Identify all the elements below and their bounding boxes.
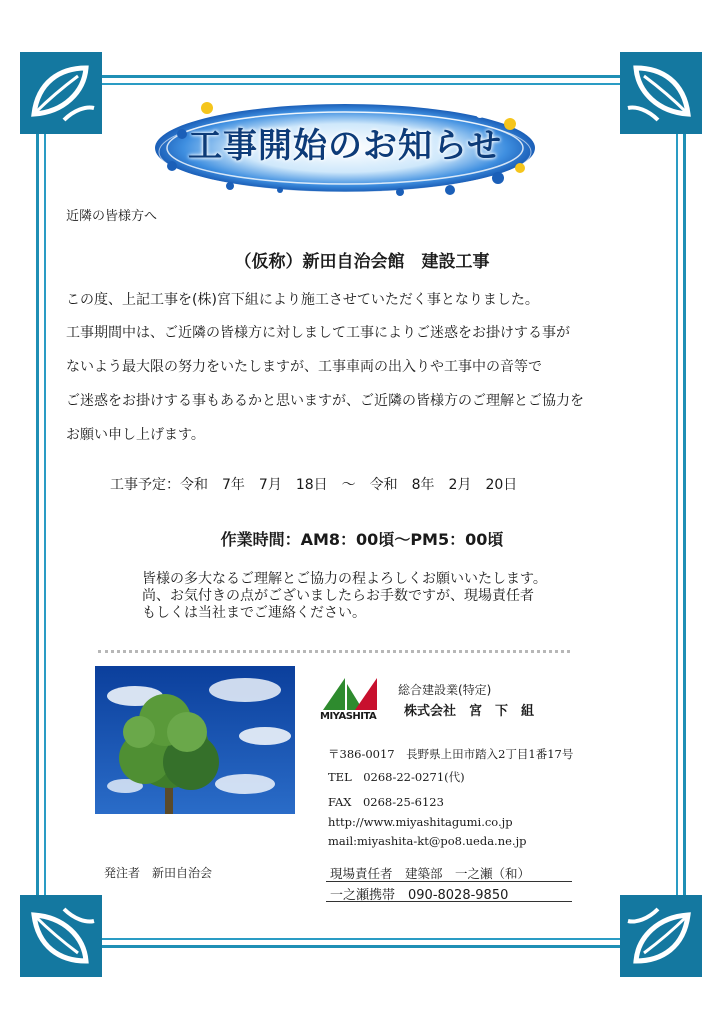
project-name: （仮称）新田自治会館 建設工事 [234, 252, 490, 272]
body-line: お願い申し上げます。 [66, 427, 205, 443]
leaf-icon [620, 895, 702, 977]
company-email[interactable]: mail:miyashita-kt@po8.ueda.ne.jp [328, 834, 527, 848]
site-manager: 現場責任者 建築部 一之瀬（和） [330, 866, 531, 881]
company-name: 株式会社 宮 下 組 [404, 704, 535, 719]
title-banner [150, 96, 540, 200]
closing-line: 皆様の多大なるご理解とご協力の程よろしくお願いいたします。 [142, 571, 547, 587]
site-manager-phone: 一之瀬携帯 090-8028-9850 [330, 888, 509, 903]
work-hours: 作業時間：AM8：00頃～PM5：00頃 [220, 530, 504, 549]
body-line: 工事期間中は、ご近隣の皆様方に対しまして工事によりご迷惑をお掛けする事が [66, 325, 570, 341]
body-line: ないよう最大限の努力をいたしますが、工事車両の出入りや工事中の音等で [66, 359, 542, 375]
leaf-icon [620, 52, 702, 134]
company-tel: TEL 0268-22-0271(代) [328, 770, 465, 784]
company-address: 〒386-0017 長野県上田市踏入2丁目1番17号 [328, 747, 574, 761]
logo-text: MIYASHITA [320, 711, 377, 722]
company-url[interactable]: http://www.miyashitagumi.co.jp [328, 815, 513, 829]
leaf-icon [20, 52, 102, 134]
underline [326, 881, 572, 882]
body-line: この度、上記工事を(株)宮下組により施工させていただく事となりました。 [66, 292, 539, 308]
orderer: 発注者 新田自治会 [104, 866, 213, 880]
divider [98, 650, 570, 653]
closing-line: 尚、お気付きの点がございましたらお手数ですが、現場責任者 [142, 588, 534, 604]
leaf-icon [20, 895, 102, 977]
construction-schedule: 工事予定：令和 7年 7月 18日 ～ 令和 8年 2月 20日 [110, 477, 518, 493]
company-fax: FAX 0268-25-6123 [328, 795, 444, 809]
company-type: 総合建設業(特定) [398, 683, 492, 697]
salutation: 近隣の皆様方へ [66, 209, 158, 224]
body-line: ご迷惑をお掛けする事もあるかと思いますが、ご近隣の皆様方のご理解とご協力を [66, 393, 584, 409]
page-title: 工事開始のお知らせ [188, 126, 502, 166]
tree-sky-photo [95, 666, 295, 814]
closing-line: もしくは当社までご連絡ください。 [142, 605, 366, 621]
underline [326, 901, 572, 902]
